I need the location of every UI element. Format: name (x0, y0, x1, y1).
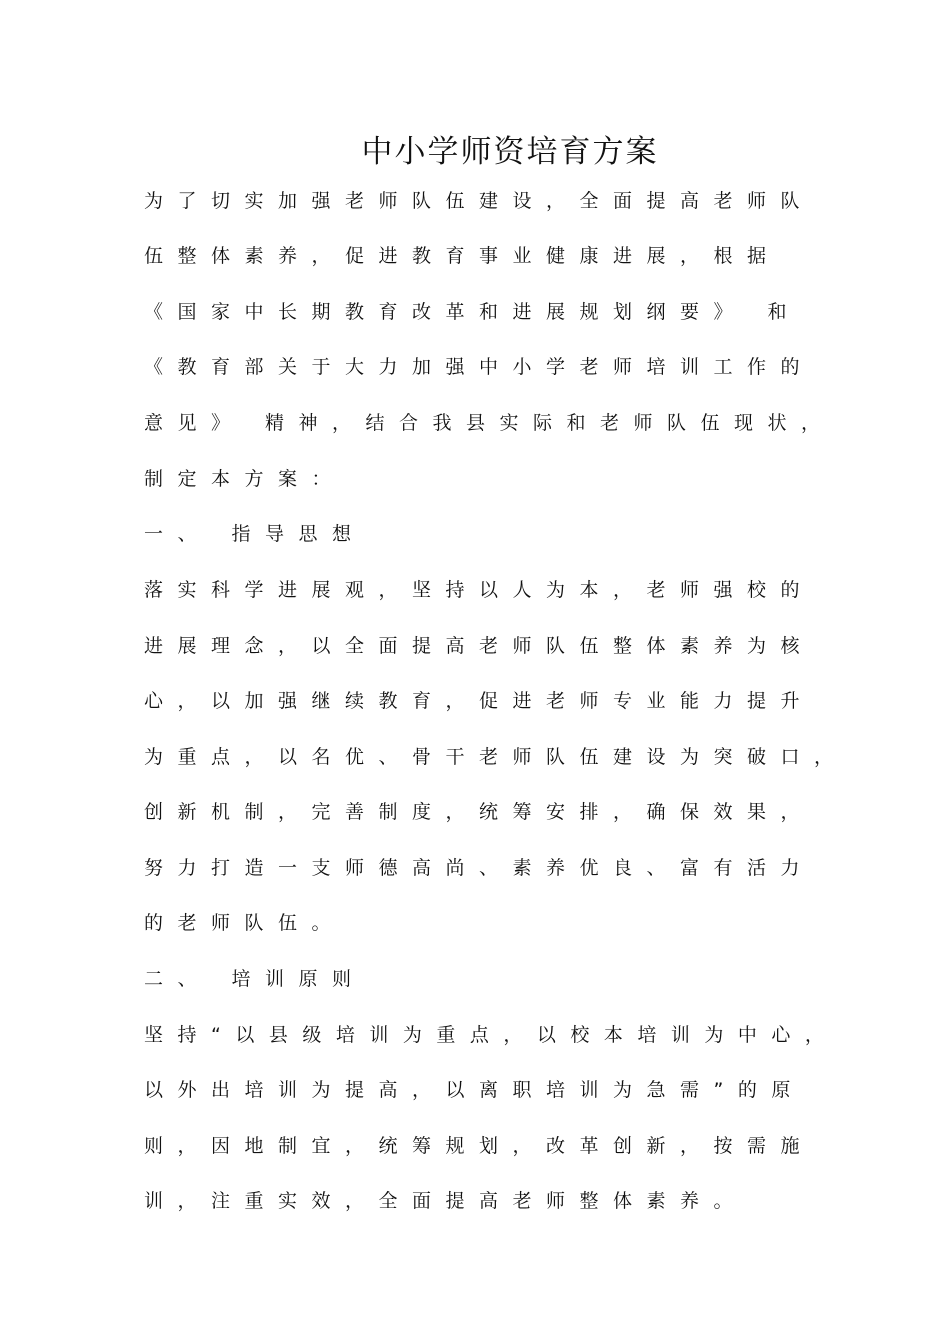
paragraph-line: 《教育部关于大力加强中小学老师培训工作的 (144, 356, 815, 378)
paragraph-line: 《国家中长期教育改革和进展规划纲要》 和 (144, 301, 802, 323)
paragraph-line: 努力打造一支师德高尚、素养优良、富有活力 (144, 857, 815, 879)
paragraph-line: 的老师队伍。 (144, 912, 346, 934)
paragraph-line: 则，因地制宜，统筹规划，改革创新，按需施 (144, 1135, 815, 1157)
paragraph-line: 进展理念，以全面提高老师队伍整体素养为核 (144, 635, 815, 657)
section-heading: 二、 培训原则 (144, 968, 366, 990)
paragraph-line: 伍整体素养，促进教育事业健康进展，根据 (144, 245, 781, 267)
paragraph-line: 为了切实加强老师队伍建设，全面提高老师队 (144, 190, 815, 212)
paragraph-line: 制定本方案： (144, 468, 346, 490)
paragraph-line: 为重点，以名优、骨干老师队伍建设为突破口， (144, 746, 848, 768)
section-heading: 一、 指导思想 (144, 523, 366, 545)
paragraph-line: 坚持“以县级培训为重点，以校本培训为中心， (144, 1024, 839, 1046)
paragraph-line: 心，以加强继续教育，促进老师专业能力提升 (144, 690, 815, 712)
paragraph-line: 创新机制，完善制度，统筹安排，确保效果， (144, 801, 815, 823)
paragraph-line: 以外出培训为提高，以离职培训为急需”的原 (144, 1079, 805, 1101)
paragraph-line: 意见》 精神，结合我县实际和老师队伍现状， (144, 412, 835, 434)
paragraph-line: 落实科学进展观，坚持以人为本，老师强校的 (144, 579, 815, 601)
paragraph-line: 训，注重实效，全面提高老师整体素养。 (144, 1190, 748, 1212)
document-title: 中小学师资培育方案 (361, 134, 659, 170)
